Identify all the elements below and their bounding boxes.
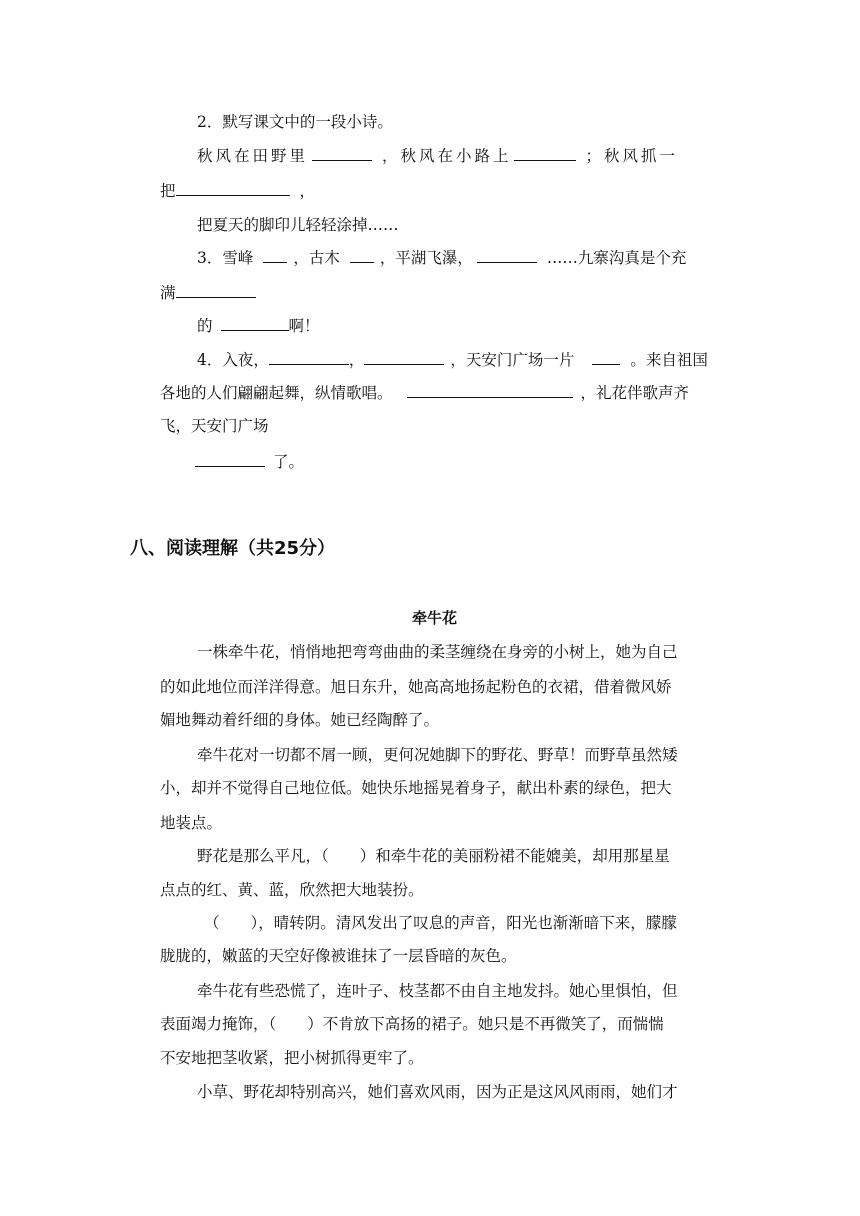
passage-line: 小草、野花却特别高兴，她们喜欢风雨，因为正是这风风雨雨，她们才 (197, 1083, 678, 1101)
passage-title: 牵牛花 (412, 609, 458, 627)
passage-line: 的如此地位而洋洋得意。旭日东升，她高高地扬起粉色的衣裙，借着微风娇 (160, 678, 672, 696)
answer-blank[interactable] (176, 181, 290, 196)
q4-h: 了。 (273, 453, 305, 471)
passage-line: 胧胧的，嫩蓝的天空好像被谁抹了一层昏暗的灰色。 (160, 947, 517, 965)
passage-line: 小，却并不觉得自己地位低。她快乐地摇晃着身子，献出朴素的绿色，把大 (160, 779, 672, 797)
q2-intro: 2．默写课文中的一段小诗。 (197, 113, 393, 131)
passage-line: 表面竭力掩饰，（ ）不肯放下高扬的裙子。她只是不再微笑了，而惴惴 (160, 1015, 664, 1033)
passage-line: 不安地把茎收紧，把小树抓得更牢了。 (160, 1049, 424, 1067)
answer-blank[interactable] (592, 350, 620, 365)
q2-line1-b: ，秋风在小路上 (382, 147, 512, 165)
answer-blank[interactable] (176, 283, 256, 298)
q2-line1 (197, 146, 678, 166)
passage-line: 地装点。 (160, 814, 223, 832)
q3-d: ……九寨沟真是个充 (546, 249, 687, 267)
q3-a: 3．雪峰 (197, 249, 254, 267)
answer-blank[interactable] (477, 248, 537, 263)
answer-blank[interactable] (312, 146, 372, 161)
answer-blank[interactable] (263, 248, 287, 263)
passage-line: （ ），晴转阴。清风发出了叹息的声音，阳光也渐渐暗下来，朦朦 (204, 914, 677, 932)
answer-blank[interactable] (350, 248, 374, 263)
q4-line3: 飞，天安门广场 (160, 417, 269, 435)
passage-line: 点点的红、黄、蓝，欣然把大地装扮。 (160, 881, 424, 899)
q3-b: ，古木 (293, 249, 340, 267)
passage-line: 野花是那么平凡，（ ）和牵牛花的美丽粉裙不能媲美，却用那星星 (197, 847, 670, 865)
q3-line3 (197, 316, 320, 336)
q4-f: ，礼花伴歌声齐 (580, 384, 690, 402)
answer-blank[interactable] (364, 350, 444, 365)
answer-blank[interactable] (269, 350, 349, 365)
passage-line: 一株牵牛花，悄悄地把弯弯曲曲的柔茎缠绕在身旁的小树上，她为自己 (197, 643, 678, 661)
q4-a: 4．入夜， (197, 351, 269, 369)
q2-line1-a: 秋风在田野里 (197, 147, 309, 165)
answer-blank[interactable] (221, 316, 289, 331)
q4-b: ， (348, 351, 365, 369)
answer-blank[interactable] (407, 383, 573, 398)
q2-line2-b: ， (299, 182, 316, 200)
q4-line2 (160, 383, 689, 403)
q4-d: 。来自祖国 (630, 351, 708, 369)
q2-line3: 把夏天的脚印儿轻轻涂掉…… (197, 216, 399, 234)
q3-line2 (160, 283, 256, 303)
q3-line1 (197, 248, 686, 268)
q2-line2-a: 把 (160, 182, 176, 200)
q4-e: 各地的人们翩翩起舞，纵情歌唱。 (160, 384, 393, 402)
passage-line: 牵牛花有些恐慌了，连叶子、枝茎都不由自主地发抖。她心里惧怕，但 (197, 982, 678, 1000)
q3-c: ，平湖飞瀑， (379, 249, 473, 267)
q2-line2 (160, 181, 315, 201)
section-heading: 八、阅读理解（共25分） (130, 538, 336, 559)
passage-line: 媚地舞动着纤细的身体。她已经陶醉了。 (160, 711, 440, 729)
passage-line: 牵牛花对一切都不屑一顾，更何况她脚下的野花、野草！而野草虽然矮 (197, 746, 678, 764)
q3-e: 满 (160, 284, 176, 302)
q4-c: ，天安门广场一片 (450, 351, 575, 369)
q2-line1-c: ；秋风抓一 (585, 147, 679, 165)
q4-line1 (197, 350, 708, 370)
q3-g: 啊！ (288, 317, 320, 335)
answer-blank[interactable] (195, 452, 265, 467)
q4-line4 (195, 452, 304, 472)
q3-f: 的 (197, 317, 213, 335)
answer-blank[interactable] (514, 146, 576, 161)
